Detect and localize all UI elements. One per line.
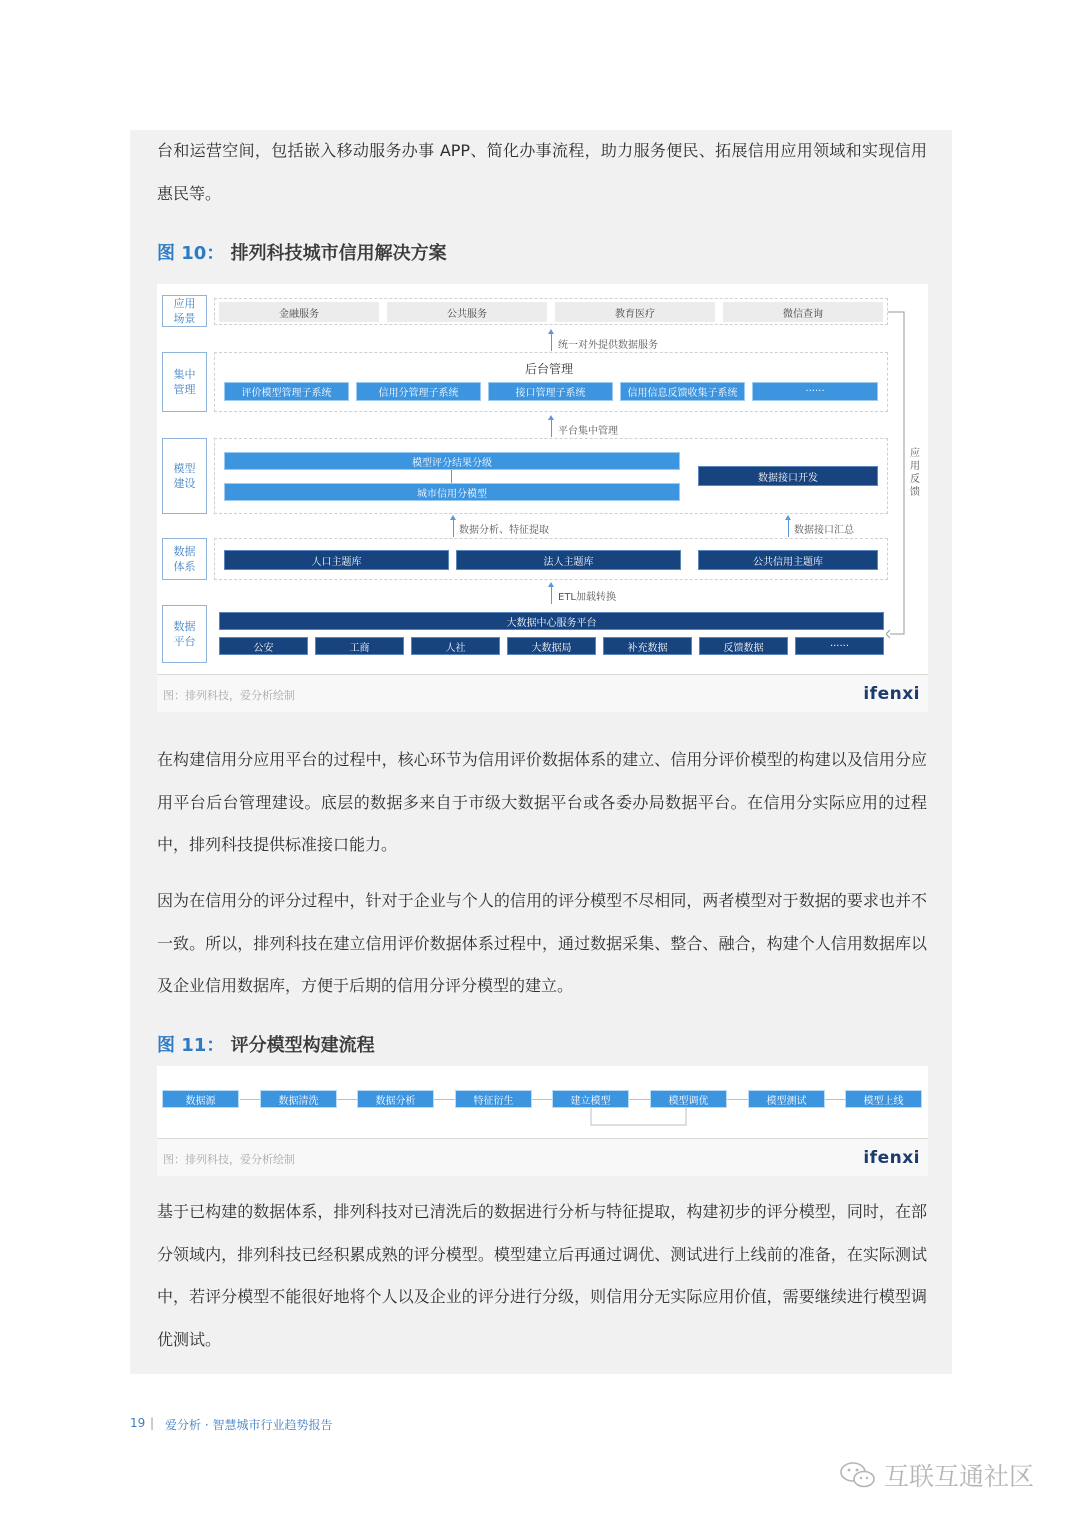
mgmt-item-feedback: 信用信息反馈收集子系统 (620, 382, 745, 401)
arrow-up-icon (785, 515, 791, 520)
bigdata-platform: 大数据中心服务平台 (219, 612, 884, 630)
arrow-line (551, 419, 552, 437)
figure10-title (157, 239, 447, 265)
figure11-title-text: 评分模型构建流程 (230, 1035, 375, 1056)
flow-step-testing: 模型测试 (748, 1090, 825, 1108)
model-city-credit: 城市信用分模型 (224, 483, 680, 501)
arrow-line (451, 470, 452, 483)
source-commerce: 工商 (315, 637, 404, 655)
mgmt-item-credit-score: 信用分管理子系统 (356, 382, 481, 401)
arrow-up-icon (548, 329, 554, 334)
page-number: 19 (130, 1416, 146, 1430)
wechat-icon (838, 1460, 878, 1490)
app-item-wechat: 微信查询 (723, 302, 883, 322)
backend-title: 后台管理 (525, 362, 574, 376)
arrow-up-icon (548, 415, 554, 420)
source-bigdata-bureau: 大数据局 (507, 637, 596, 655)
feedback-bracket (886, 308, 908, 638)
figure10-title-text: 排列科技城市信用解决方案 (230, 243, 447, 264)
figure11-source: 图：排列科技，爱分析绘制 (163, 1153, 295, 1166)
note-etl: ETL加载转换 (558, 592, 616, 603)
watermark-text: 互联互通社区 (884, 1462, 1035, 1491)
flow-step-tuning: 模型调优 (650, 1090, 727, 1108)
paragraph-model: 基于已构建的数据体系，排列科技对已清洗后的数据进行分析与特征提取，构建初步的评分模型，同时，在部分领域内，排列科技已经积累成熟的评分模型。模型建立后再通过调优、测试进行上线前的准备，在实际测试中，若评分模型不能很好地将个人以及企业的评分进行分级，则信用分无实际应用价值，需要继续进行模型调优测试。 (157, 1202, 927, 1349)
paragraph-intro: 台和运营空间，包括嵌入移动服务办事 APP、简化办事流程，助力服务便民、拓展信用应用领域和实现信用惠民等。 (157, 141, 927, 203)
layer-label-mgmt: 集中管理 (162, 352, 207, 412)
source-feedback: 反馈数据 (699, 637, 788, 655)
layer-label-app: 应用场景 (162, 295, 207, 327)
layer-label-data-platform: 数据平台 (162, 605, 207, 663)
arrow-line (453, 519, 454, 537)
source-police: 公安 (219, 637, 308, 655)
mgmt-item-more: ······ (752, 382, 878, 401)
figure11-source-row (157, 1138, 928, 1176)
interface-dev: 数据接口开发 (698, 466, 878, 486)
layer-label-model: 模型建设 (162, 438, 207, 514)
flow-step-cleaning: 数据清洗 (260, 1090, 337, 1108)
ifenxi-logo: ifenxi (863, 1148, 920, 1168)
model-score-grading: 模型评分结果分级 (224, 452, 680, 470)
mgmt-item-eval-model: 评价模型管理子系统 (224, 382, 349, 401)
source-more: ······ (795, 637, 884, 655)
figure10-source: 图：排列科技，爱分析绘制 (163, 689, 295, 702)
paragraph-platform: 在构建信用分应用平台的过程中，核心环节为信用评价数据体系的建立、信用分评价模型的构建以及信用分应用平台后台管理建设。底层的数据多来自于市级大数据平台或各委办局数据平台。在信用分实际应用的过程中，排列科技提供标准接口能力。 (157, 750, 927, 854)
db-population: 人口主题库 (224, 550, 449, 570)
figure10-source-row (157, 674, 928, 712)
ifenxi-logo: ifenxi (863, 684, 920, 704)
app-item-public: 公共服务 (387, 302, 547, 322)
note-service: 统一对外提供数据服务 (558, 340, 658, 351)
flow-step-feature: 特征衍生 (455, 1090, 532, 1108)
arrow-up-icon (548, 582, 554, 587)
db-public-credit: 公共信用主题库 (698, 550, 878, 570)
note-platform: 平台集中管理 (558, 426, 618, 437)
flow-step-analysis: 数据分析 (357, 1090, 434, 1108)
app-item-finance: 金融服务 (219, 302, 379, 322)
flow-step-launch: 模型上线 (845, 1090, 922, 1108)
flow-step-source: 数据源 (162, 1090, 239, 1108)
source-hr: 人社 (411, 637, 500, 655)
arrow-line (788, 519, 789, 537)
arrow-line (551, 333, 552, 351)
figure10-number: 图 10： (157, 243, 225, 264)
paragraph-database: 因为在信用分的评分过程中，针对于企业与个人的信用的评分模型不尽相同，两者模型对于数据的要求也并不一致。所以，排列科技在建立信用评价数据体系过程中，通过数据采集、整合、融合，构建个人信用数据库以及企业信用数据库，方便于后期的信用分评分模型的建立。 (157, 891, 927, 995)
source-supplement: 补充数据 (603, 637, 692, 655)
arrow-line (551, 586, 552, 604)
flow-feedback-loop (589, 1107, 689, 1127)
db-legal-entity: 法人主题库 (456, 550, 681, 570)
note-analysis: 数据分析、特征提取 (459, 525, 549, 536)
figure11-number: 图 11： (157, 1035, 225, 1056)
flow-step-build: 建立模型 (552, 1090, 629, 1108)
figure11-title (157, 1031, 375, 1057)
app-item-edu-medical: 教育医疗 (555, 302, 715, 322)
watermark (838, 1457, 1034, 1493)
note-interface: 数据接口汇总 (794, 525, 854, 536)
footer-title: 爱分析 · 智慧城市行业趋势报告 (165, 1418, 333, 1432)
feedback-label: 应用反馈 (910, 448, 920, 498)
footer-separator: | (150, 1416, 155, 1430)
mgmt-item-interface: 接口管理子系统 (488, 382, 613, 401)
arrow-up-icon (450, 515, 456, 520)
layer-label-data-system: 数据体系 (162, 538, 207, 580)
